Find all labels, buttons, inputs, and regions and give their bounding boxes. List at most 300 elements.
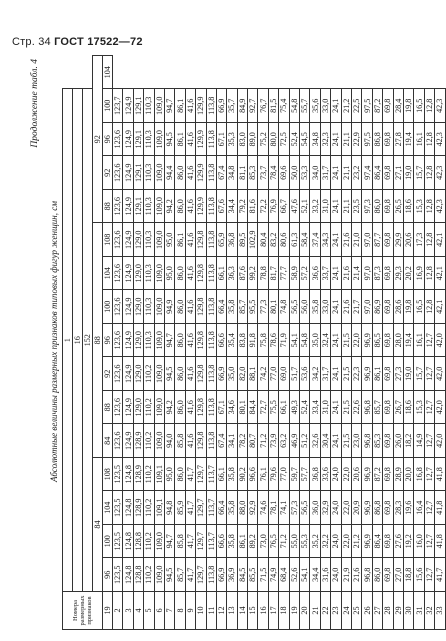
table-cell: 129,8 bbox=[196, 357, 206, 391]
table-cell: 54,8 bbox=[289, 89, 299, 123]
table-cell: 109,0 bbox=[154, 290, 164, 324]
table-cell: 113,8 bbox=[206, 290, 216, 324]
table-row bbox=[237, 56, 247, 630]
table-cell: 129,1 bbox=[133, 89, 143, 123]
table-cell: 124,9 bbox=[123, 123, 133, 157]
table-cell: 12,7 bbox=[424, 558, 434, 592]
column-header: 104 bbox=[103, 257, 113, 291]
table-cell: 129,7 bbox=[196, 491, 206, 525]
table-cell: 129,9 bbox=[196, 190, 206, 224]
standard-code: ГОСТ 17522—72 bbox=[54, 36, 143, 48]
table-cell: 12,7 bbox=[424, 357, 434, 391]
table-cell: 22,9 bbox=[351, 123, 361, 157]
table-cell: 41,6 bbox=[185, 223, 195, 257]
table-row bbox=[196, 56, 206, 630]
table-cell: 66,4 bbox=[216, 290, 226, 324]
table-cell: 65,9 bbox=[216, 223, 226, 257]
table-row bbox=[310, 56, 320, 630]
table-cell: 124,9 bbox=[123, 156, 133, 190]
table-cell: 58,4 bbox=[300, 223, 310, 257]
table-cell: 69,8 bbox=[383, 391, 393, 425]
table-cell: 110,2 bbox=[144, 558, 154, 592]
table-cell: 31,6 bbox=[320, 558, 330, 592]
table-cell: 129,0 bbox=[133, 223, 143, 257]
table-cell: 36,9 bbox=[227, 558, 237, 592]
table-cell: 58,9 bbox=[289, 257, 299, 291]
table-cell: 12,8 bbox=[424, 89, 434, 123]
table-cell: 67,6 bbox=[216, 190, 226, 224]
table-cell: 19,4 bbox=[403, 324, 413, 358]
table-cell: 94,2 bbox=[164, 190, 174, 224]
table-cell: 22,0 bbox=[351, 324, 361, 358]
table-cell: 12,7 bbox=[424, 491, 434, 525]
table-cell: 96,9 bbox=[362, 525, 372, 559]
table-cell: 124,9 bbox=[123, 89, 133, 123]
table-cell: 69,8 bbox=[383, 525, 393, 559]
table-cell: 110,3 bbox=[144, 123, 154, 157]
table-cell: 109,0 bbox=[154, 257, 164, 291]
table-cell: 109,0 bbox=[154, 391, 164, 425]
table-cell: 36,8 bbox=[310, 458, 320, 492]
table-cell: 81,7 bbox=[268, 257, 278, 291]
table-cell: 85,7 bbox=[372, 391, 382, 425]
table-cell: 94,5 bbox=[164, 558, 174, 592]
table-cell: 109,0 bbox=[154, 357, 164, 391]
column-header: 92 bbox=[103, 357, 113, 391]
table-cell: 47,6 bbox=[289, 190, 299, 224]
column-header: 88 bbox=[103, 391, 113, 425]
table-cell: 42,3 bbox=[435, 89, 445, 123]
table-cell: 109,0 bbox=[154, 324, 164, 358]
column-header: 84 bbox=[103, 424, 113, 458]
row-number: 5 bbox=[144, 592, 154, 630]
table-cell: 35,8 bbox=[310, 290, 320, 324]
table-cell: 94,2 bbox=[164, 391, 174, 425]
table-cell: 19,2 bbox=[403, 525, 413, 559]
table-cell: 80,7 bbox=[248, 424, 258, 458]
group-header: 92 bbox=[93, 56, 103, 224]
table-cell: 56,5 bbox=[289, 290, 299, 324]
row-number: 33 bbox=[435, 592, 445, 630]
table-cell: 81,5 bbox=[268, 89, 278, 123]
table-cell: 129,7 bbox=[196, 458, 206, 492]
table-cell: 21,6 bbox=[341, 290, 351, 324]
table-cell: 96,9 bbox=[362, 357, 372, 391]
table-cell: 21,1 bbox=[341, 156, 351, 190]
table-cell: 110,2 bbox=[144, 525, 154, 559]
table-cell: 86,4 bbox=[372, 525, 382, 559]
table-row bbox=[279, 56, 289, 630]
table-cell: 94,9 bbox=[164, 290, 174, 324]
table-cell: 88,1 bbox=[248, 357, 258, 391]
table-cell: 89,5 bbox=[237, 223, 247, 257]
table-cell: 52,6 bbox=[289, 558, 299, 592]
table-cell: 69,0 bbox=[279, 357, 289, 391]
table-cell: 24,1 bbox=[331, 123, 341, 157]
table-cell: 113,8 bbox=[206, 223, 216, 257]
header-cell: 1 bbox=[63, 89, 73, 592]
table-cell: 37,4 bbox=[310, 223, 320, 257]
table-cell: 74,6 bbox=[258, 491, 268, 525]
table-cell: 66,1 bbox=[216, 257, 226, 291]
row-number: 4 bbox=[133, 592, 143, 630]
table-cell: 76,7 bbox=[258, 89, 268, 123]
table-cell: 80,6 bbox=[279, 223, 289, 257]
table-cell: 69,8 bbox=[383, 223, 393, 257]
row-number: 19 bbox=[289, 592, 299, 630]
table-cell: 83,8 bbox=[237, 324, 247, 358]
table-cell: 85,3 bbox=[248, 156, 258, 190]
table-cell: 69,8 bbox=[383, 156, 393, 190]
table-cell: 42,1 bbox=[435, 223, 445, 257]
table-cell: 35,8 bbox=[227, 290, 237, 324]
table-cell: 110,3 bbox=[144, 257, 154, 291]
table-cell: 75,5 bbox=[268, 391, 278, 425]
row-number: 3 bbox=[123, 592, 133, 630]
table-cell: 80,0 bbox=[268, 123, 278, 157]
row-number: 10 bbox=[196, 592, 206, 630]
table-cell: 95,0 bbox=[164, 257, 174, 291]
table-cell: 27,6 bbox=[393, 525, 403, 559]
table-cell: 96,8 bbox=[362, 424, 372, 458]
table-row bbox=[248, 56, 258, 630]
table-row bbox=[175, 56, 185, 630]
table-cell: 86,0 bbox=[175, 458, 185, 492]
table-cell: 69,8 bbox=[383, 491, 393, 525]
row-number: 6 bbox=[154, 592, 164, 630]
table-cell: 66,1 bbox=[216, 458, 226, 492]
table-cell: 129,8 bbox=[196, 223, 206, 257]
table-cell: 75,2 bbox=[258, 123, 268, 157]
table-cell: 15,6 bbox=[414, 558, 424, 592]
table-cell: 71,5 bbox=[258, 558, 268, 592]
table-cell: 74,8 bbox=[279, 290, 289, 324]
table-cell: 35,8 bbox=[227, 525, 237, 559]
table-row bbox=[185, 56, 195, 630]
table-cell: 54,8 bbox=[300, 324, 310, 358]
row-number: 31 bbox=[414, 592, 424, 630]
table-cell: 24,0 bbox=[331, 458, 341, 492]
column-header: 100 bbox=[103, 290, 113, 324]
table-cell: 31,7 bbox=[320, 156, 330, 190]
row-number: 17 bbox=[268, 592, 278, 630]
table-cell: 66,4 bbox=[216, 491, 226, 525]
table-cell: 72,5 bbox=[279, 123, 289, 157]
table-cell: 78,1 bbox=[268, 491, 278, 525]
table-cell: 113,8 bbox=[206, 190, 216, 224]
table-cell: 124,9 bbox=[123, 391, 133, 425]
table-cell: 110,2 bbox=[144, 391, 154, 425]
table-cell: 84,9 bbox=[237, 89, 247, 123]
table-cell: 21,6 bbox=[351, 558, 361, 592]
table-cell: 77,0 bbox=[268, 357, 278, 391]
table-cell: 129,1 bbox=[133, 123, 143, 157]
table-cell: 128,9 bbox=[133, 491, 143, 525]
table-body bbox=[113, 56, 446, 630]
table-cell: 89,2 bbox=[248, 525, 258, 559]
table-cell: 14,9 bbox=[414, 424, 424, 458]
table-cell: 124,9 bbox=[123, 357, 133, 391]
table-cell: 22,3 bbox=[351, 357, 361, 391]
row-number: 2 bbox=[113, 592, 123, 630]
table-cell: 19,4 bbox=[403, 123, 413, 157]
table-cell: 51,7 bbox=[289, 357, 299, 391]
column-header: 108 bbox=[103, 458, 113, 492]
table-row bbox=[331, 56, 341, 630]
table-cell: 88,0 bbox=[237, 491, 247, 525]
column-header: 96 bbox=[103, 558, 113, 592]
table-cell: 94,5 bbox=[164, 123, 174, 157]
table-cell: 96,6 bbox=[248, 458, 258, 492]
table-cell: 41,6 bbox=[185, 290, 195, 324]
table-cell: 24,1 bbox=[331, 290, 341, 324]
table-cell: 42,1 bbox=[435, 257, 445, 291]
table-cell: 80,1 bbox=[237, 391, 247, 425]
table-cell: 34,4 bbox=[227, 190, 237, 224]
table-cell: 28,3 bbox=[393, 491, 403, 525]
table-cell: 77,3 bbox=[258, 290, 268, 324]
table-cell: 67,4 bbox=[216, 424, 226, 458]
page-header bbox=[12, 36, 143, 48]
table-cell: 97,5 bbox=[362, 89, 372, 123]
table-cell: 63,2 bbox=[279, 424, 289, 458]
rotated-page-area bbox=[30, 55, 445, 630]
table-cell: 128,9 bbox=[133, 424, 143, 458]
table-cell: 34,8 bbox=[227, 156, 237, 190]
table-cell: 69,8 bbox=[383, 123, 393, 157]
table-cell: 124,8 bbox=[123, 458, 133, 492]
table-cell: 21,6 bbox=[341, 223, 351, 257]
table-cell: 69,8 bbox=[383, 89, 393, 123]
table-cell: 41,6 bbox=[185, 324, 195, 358]
table-cell: 89,0 bbox=[248, 123, 258, 157]
table-cell: 19,0 bbox=[403, 357, 413, 391]
table-cell: 21,6 bbox=[341, 257, 351, 291]
table-cell: 66,6 bbox=[216, 525, 226, 559]
table-cell: 94,7 bbox=[164, 89, 174, 123]
table-cell: 76,1 bbox=[258, 458, 268, 492]
table-cell: 109,0 bbox=[154, 190, 164, 224]
table-cell: 41,7 bbox=[435, 558, 445, 592]
table-cell: 113,8 bbox=[206, 424, 216, 458]
table-cell: 33,0 bbox=[320, 290, 330, 324]
table-cell: 77,7 bbox=[279, 257, 289, 291]
table-cell: 86,0 bbox=[175, 324, 185, 358]
table-cell: 12,8 bbox=[424, 190, 434, 224]
table-cell: 123,5 bbox=[113, 525, 123, 559]
page-number: Стр. 34 bbox=[12, 36, 51, 48]
table-cell: 129,0 bbox=[133, 391, 143, 425]
table-cell: 34,0 bbox=[310, 156, 320, 190]
row-number: 25 bbox=[351, 592, 361, 630]
table-cell: 35,6 bbox=[310, 89, 320, 123]
table-cell: 123,6 bbox=[113, 257, 123, 291]
table-cell: 19,8 bbox=[403, 89, 413, 123]
table-cell: 68,4 bbox=[279, 558, 289, 592]
table-cell: 24,1 bbox=[331, 156, 341, 190]
table-cell: 110,3 bbox=[144, 324, 154, 358]
table-row bbox=[268, 56, 278, 630]
table-cell: 12,7 bbox=[424, 424, 434, 458]
table-cell: 33,0 bbox=[320, 89, 330, 123]
table-cell: 95,0 bbox=[164, 458, 174, 492]
table-cell: 87,2 bbox=[372, 458, 382, 492]
table-cell: 32,9 bbox=[320, 491, 330, 525]
table-cell: 55,7 bbox=[300, 89, 310, 123]
table-cell: 35,0 bbox=[310, 324, 320, 358]
table-cell: 42,1 bbox=[435, 290, 445, 324]
table-cell: 21,0 bbox=[351, 223, 361, 257]
table-cell: 18,6 bbox=[403, 190, 413, 224]
table-cell: 129,8 bbox=[196, 290, 206, 324]
table-row bbox=[383, 56, 393, 630]
table-cell: 109,1 bbox=[154, 491, 164, 525]
table-cell: 41,7 bbox=[185, 558, 195, 592]
table-cell: 74,2 bbox=[258, 357, 268, 391]
table-cell: 66,9 bbox=[216, 558, 226, 592]
table-cell: 12,7 bbox=[424, 391, 434, 425]
table-cell: 129,0 bbox=[133, 324, 143, 358]
table-cell: 87,7 bbox=[372, 223, 382, 257]
table-cell: 69,8 bbox=[383, 357, 393, 391]
table-cell: 36,8 bbox=[227, 223, 237, 257]
table-cell: 96,9 bbox=[362, 491, 372, 525]
table-cell: 84,4 bbox=[248, 391, 258, 425]
table-row bbox=[113, 56, 123, 630]
table-cell: 123,7 bbox=[113, 89, 123, 123]
table-cell: 42,3 bbox=[435, 156, 445, 190]
table-cell: 27,8 bbox=[393, 123, 403, 157]
table-cell: 67,4 bbox=[216, 156, 226, 190]
table-row bbox=[351, 56, 361, 630]
table-cell: 20,0 bbox=[403, 458, 413, 492]
table-cell: 15,3 bbox=[414, 190, 424, 224]
table-cell: 12,8 bbox=[424, 223, 434, 257]
table-cell: 80,4 bbox=[258, 223, 268, 257]
table-cell: 36,6 bbox=[310, 257, 320, 291]
table-cell: 129,0 bbox=[133, 257, 143, 291]
table-cell: 16,5 bbox=[414, 89, 424, 123]
table-cell: 123,6 bbox=[113, 424, 123, 458]
table-cell: 66,9 bbox=[216, 357, 226, 391]
table-cell: 67,1 bbox=[216, 391, 226, 425]
table-cell: 73,0 bbox=[258, 525, 268, 559]
table-cell: 110,3 bbox=[144, 190, 154, 224]
table-cell: 51,2 bbox=[300, 424, 310, 458]
header-cell: 19 bbox=[103, 592, 113, 630]
table-cell: 86,4 bbox=[372, 156, 382, 190]
table-cell: 12,8 bbox=[424, 290, 434, 324]
table-row bbox=[403, 56, 413, 630]
table-cell: 76,5 bbox=[268, 525, 278, 559]
table-cell: 128,8 bbox=[133, 525, 143, 559]
table-cell: 15,7 bbox=[414, 156, 424, 190]
table-cell: 95,0 bbox=[164, 223, 174, 257]
table-cell: 69,8 bbox=[383, 324, 393, 358]
row-number: 14 bbox=[237, 592, 247, 630]
table-cell: 94,7 bbox=[164, 324, 174, 358]
table-cell: 21,5 bbox=[341, 424, 351, 458]
table-cell: 21,1 bbox=[341, 190, 351, 224]
table-cell: 129,7 bbox=[196, 525, 206, 559]
table-cell: 86,0 bbox=[175, 290, 185, 324]
header-cell: 152 bbox=[83, 89, 93, 592]
table-row bbox=[341, 56, 351, 630]
table-cell: 42,3 bbox=[435, 190, 445, 224]
table-cell: 19,8 bbox=[403, 290, 413, 324]
table-cell: 129,1 bbox=[133, 156, 143, 190]
table-row bbox=[144, 56, 154, 630]
table-cell: 22,0 bbox=[341, 458, 351, 492]
table-cell: 97,3 bbox=[362, 190, 372, 224]
table-cell: 16,8 bbox=[414, 458, 424, 492]
table-cell: 19,6 bbox=[403, 491, 413, 525]
table-cell: 20,9 bbox=[351, 491, 361, 525]
table-cell: 27,0 bbox=[393, 558, 403, 592]
table-cell: 129,1 bbox=[133, 190, 143, 224]
table-cell: 78,2 bbox=[237, 424, 247, 458]
table-cell: 128,9 bbox=[133, 458, 143, 492]
table-cell: 123,5 bbox=[113, 458, 123, 492]
table-cell: 129,7 bbox=[196, 558, 206, 592]
table-cell: 36,0 bbox=[310, 491, 320, 525]
table-cell: 123,6 bbox=[113, 391, 123, 425]
table-cell: 69,6 bbox=[279, 156, 289, 190]
table-cell: 86,5 bbox=[372, 324, 382, 358]
table-cell: 113,8 bbox=[206, 89, 216, 123]
table-cell: 22,6 bbox=[351, 391, 361, 425]
table-cell: 94,8 bbox=[164, 491, 174, 525]
table-cell: 94,7 bbox=[164, 525, 174, 559]
column-header: 96 bbox=[103, 324, 113, 358]
table-cell: 73,9 bbox=[268, 424, 278, 458]
table-cell: 109,0 bbox=[154, 223, 164, 257]
row-number: 26 bbox=[362, 592, 372, 630]
table-row bbox=[164, 56, 174, 630]
table-cell: 97,0 bbox=[362, 223, 372, 257]
table-row bbox=[216, 56, 226, 630]
table-cell: 55,0 bbox=[289, 525, 299, 559]
table-cell: 42,0 bbox=[435, 357, 445, 391]
table-cell: 50,0 bbox=[289, 156, 299, 190]
column-header: 100 bbox=[103, 89, 113, 123]
table-cell: 86,0 bbox=[175, 190, 185, 224]
row-number: 16 bbox=[258, 592, 268, 630]
table-cell: 86,0 bbox=[175, 357, 185, 391]
table-cell: 34,4 bbox=[310, 558, 320, 592]
table-cell: 15,7 bbox=[414, 357, 424, 391]
table-cell: 27,3 bbox=[393, 357, 403, 391]
row-number: 22 bbox=[320, 592, 330, 630]
table-cell: 53,6 bbox=[300, 357, 310, 391]
table-cell: 86,1 bbox=[372, 357, 382, 391]
table-cell: 23,0 bbox=[351, 424, 361, 458]
table-cell: 36,3 bbox=[227, 257, 237, 291]
table-cell: 69,8 bbox=[383, 190, 393, 224]
table-cell: 94,5 bbox=[164, 357, 174, 391]
table-cell: 52,1 bbox=[300, 190, 310, 224]
table-cell: 57,2 bbox=[300, 257, 310, 291]
table-row bbox=[227, 56, 237, 630]
table-cell: 55,3 bbox=[300, 525, 310, 559]
table-cell: 90,2 bbox=[237, 458, 247, 492]
table-cell: 41,7 bbox=[185, 525, 195, 559]
table-cell: 31,7 bbox=[320, 357, 330, 391]
table-cell: 66,7 bbox=[279, 190, 289, 224]
table-cell: 17,3 bbox=[414, 223, 424, 257]
table-cell: 12,8 bbox=[424, 123, 434, 157]
table-cell: 54,5 bbox=[300, 123, 310, 157]
